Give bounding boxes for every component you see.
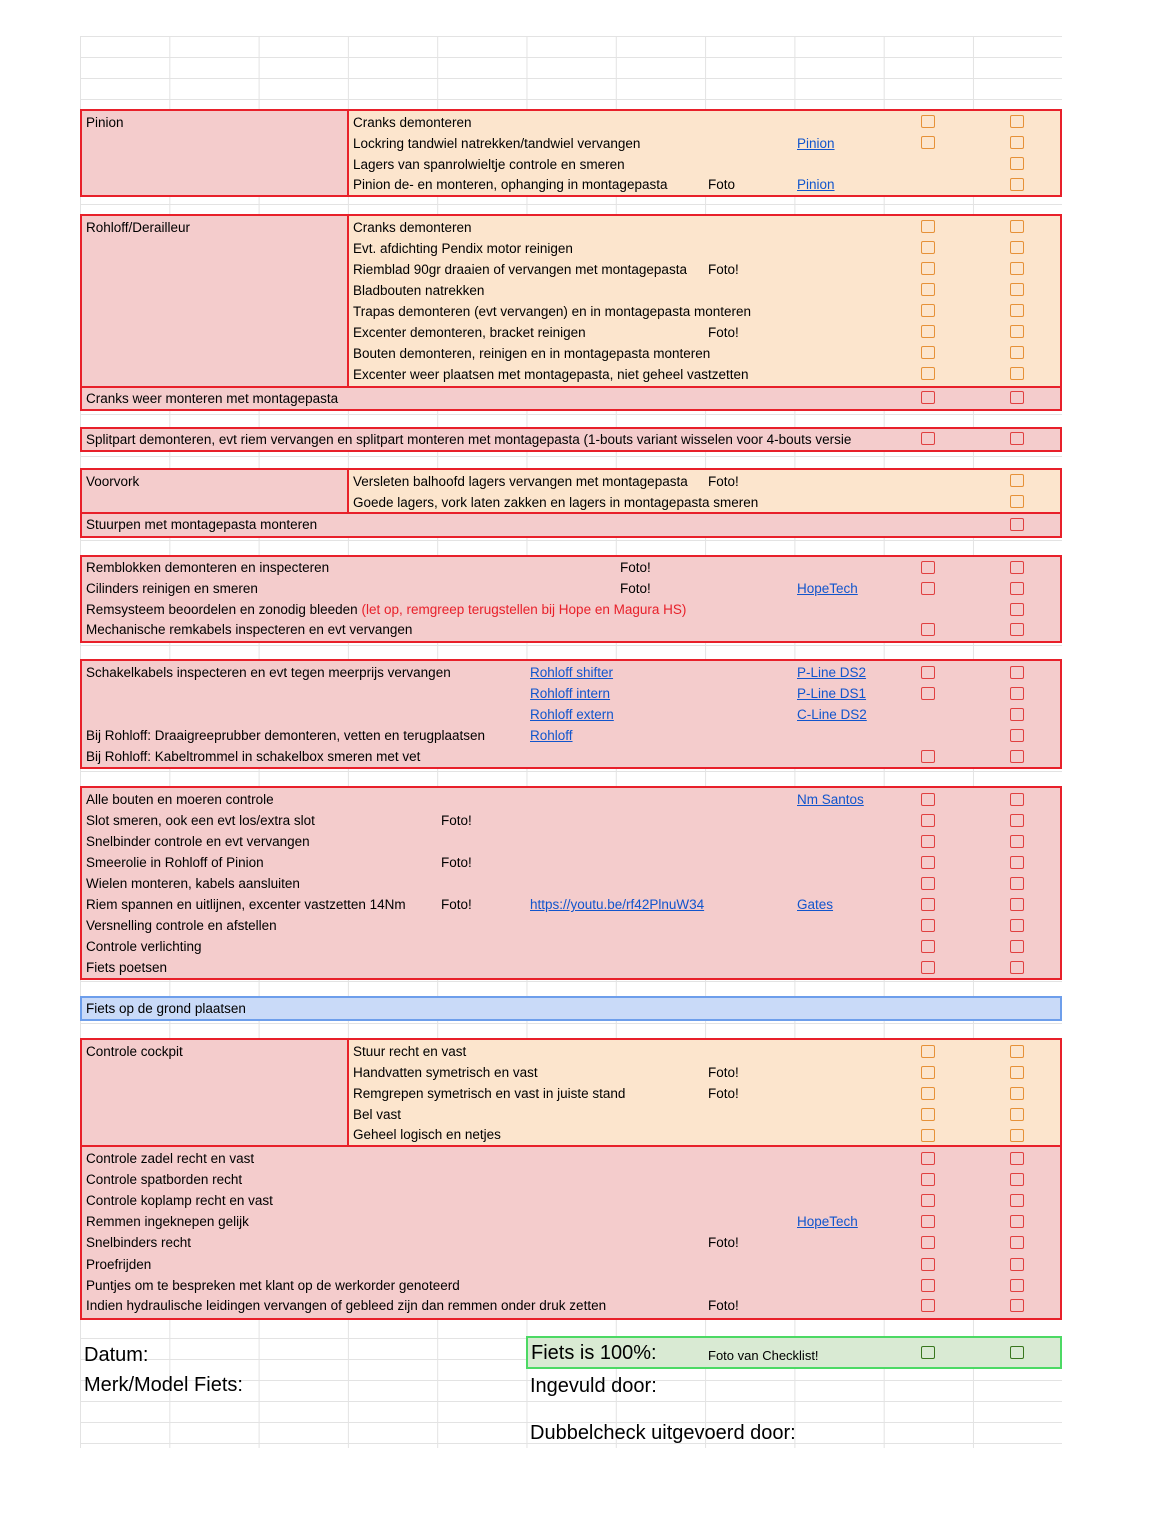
voorvork-foto: Foto! <box>708 474 739 489</box>
link-rohloff[interactable]: Rohloff <box>530 728 573 743</box>
checkbox[interactable] <box>1010 391 1024 404</box>
cockpit-item-2: Handvatten symetrisch en vast <box>353 1065 538 1080</box>
checkbox[interactable] <box>921 750 935 763</box>
cockpit-item-4: Bel vast <box>353 1107 402 1122</box>
datum-label: Datum: <box>84 1344 149 1366</box>
checkbox[interactable] <box>921 582 935 595</box>
checkbox[interactable] <box>921 1066 935 1079</box>
checkbox[interactable] <box>921 220 935 233</box>
checkbox[interactable] <box>921 687 935 700</box>
checkbox[interactable] <box>1010 325 1024 338</box>
link-rohloff-extern[interactable]: Rohloff extern <box>530 707 614 722</box>
remmen-foto-2: Foto! <box>620 581 651 596</box>
link-youtube[interactable]: https://youtu.be/rf42PlnuW34 <box>530 897 705 912</box>
checkbox[interactable] <box>1010 262 1024 275</box>
algemeen-foto-slot: Foto! <box>441 813 472 828</box>
checkbox[interactable] <box>921 623 935 636</box>
algemeen-item-2: Slot smeren, ook een evt los/extra slot <box>86 813 315 828</box>
checkbox[interactable] <box>1010 283 1024 296</box>
checkbox[interactable] <box>1010 1215 1024 1228</box>
algemeen-item-3: Snelbinder controle en evt vervangen <box>86 834 310 849</box>
checkbox[interactable] <box>921 432 935 445</box>
algemeen-foto-smeerolie: Foto! <box>441 855 472 870</box>
algemeen-item-1: Alle bouten en moeren controle <box>86 792 274 807</box>
checkbox[interactable] <box>921 262 935 275</box>
checkbox[interactable] <box>1010 940 1024 953</box>
checkbox[interactable] <box>921 325 935 338</box>
checkbox[interactable] <box>1010 474 1024 487</box>
checkbox[interactable] <box>1010 1045 1024 1058</box>
voorvork-item-2: Goede lagers, vork laten zakken en lagers in montagepasta smeren <box>353 495 759 510</box>
checkbox[interactable] <box>1010 432 1024 445</box>
checkbox[interactable] <box>1010 708 1024 721</box>
checkbox[interactable] <box>1010 856 1024 869</box>
checkbox[interactable] <box>921 1236 935 1249</box>
checkbox[interactable] <box>921 1194 935 1207</box>
checkbox[interactable] <box>921 367 935 380</box>
checkbox[interactable] <box>1010 750 1024 763</box>
rohloff-item-2: Evt. afdichting Pendix motor reinigen <box>353 241 573 256</box>
checkbox[interactable] <box>1010 561 1024 574</box>
checkbox[interactable] <box>1010 793 1024 806</box>
controle-item-6: Proefrijden <box>86 1257 152 1272</box>
checkbox[interactable] <box>921 136 935 149</box>
checkbox[interactable] <box>921 877 935 890</box>
cockpit-item-3: Remgrepen symetrisch en vast in juiste stand <box>353 1086 626 1101</box>
link-c-line-ds2[interactable]: C-Line DS2 <box>797 707 867 722</box>
algemeen-item-7: Versnelling controle en afstellen <box>86 918 277 933</box>
checkbox[interactable] <box>1010 1346 1024 1359</box>
checkbox[interactable] <box>1010 1236 1024 1249</box>
remmen-note: (let op, remgreep terugstellen bij Hope en Magura HS) <box>361 602 687 617</box>
link-rohloff-shifter[interactable]: Rohloff shifter <box>530 665 614 680</box>
checkbox[interactable] <box>921 814 935 827</box>
checkbox[interactable] <box>921 898 935 911</box>
checkbox[interactable] <box>1010 495 1024 508</box>
checkbox[interactable] <box>1010 623 1024 636</box>
checkbox[interactable] <box>921 1299 935 1312</box>
rohloff-foto-excenter: Foto! <box>708 325 739 340</box>
voorvork-item-1: Versleten balhoofd lagers vervangen met montagepasta <box>353 474 688 489</box>
pinion-link-2[interactable]: Pinion <box>797 177 835 192</box>
checkbox[interactable] <box>1010 346 1024 359</box>
checkbox[interactable] <box>921 391 935 404</box>
checkbox[interactable] <box>1010 1194 1024 1207</box>
checkbox[interactable] <box>921 346 935 359</box>
controle-item-1: Controle zadel recht en vast <box>86 1151 255 1166</box>
link-nm-santos[interactable]: Nm Santos <box>797 792 864 807</box>
checkbox[interactable] <box>1010 220 1024 233</box>
checkbox[interactable] <box>1010 877 1024 890</box>
link-gates[interactable]: Gates <box>797 897 834 912</box>
remmen-foto-1: Foto! <box>620 560 651 575</box>
rohloff-item-5: Trapas demonteren (evt vervangen) en in montagepasta monteren <box>353 304 751 319</box>
foto-checklist-label: Foto van Checklist! <box>708 1348 819 1363</box>
remmen-item-3 <box>86 602 686 618</box>
rohloff-item-1: Cranks demonteren <box>353 220 472 235</box>
checkbox[interactable] <box>921 1215 935 1228</box>
algemeen-item-6: Riem spannen en uitlijnen, excenter vastzetten 14Nm <box>86 897 406 912</box>
remmen-item-1: Remblokken demonteren en inspecteren <box>86 560 330 575</box>
rohloff-foto-riemblad: Foto! <box>708 262 739 277</box>
checkbox[interactable] <box>1010 115 1024 128</box>
remmen-item-4: Mechanische remkabels inspecteren en evt vervangen <box>86 622 413 637</box>
algemeen-item-8: Controle verlichting <box>86 939 202 954</box>
rohloff-label: Rohloff/Derailleur <box>86 220 191 235</box>
checkbox[interactable] <box>921 1152 935 1165</box>
link-p-line-ds2[interactable]: P-Line DS2 <box>797 665 867 680</box>
checkbox[interactable] <box>921 241 935 254</box>
splitpart-label: Splitpart demonteren, evt riem vervangen en splitpart monteren met montagepasta (1-bouts variant wisselen voor 4-bouts versie <box>86 432 852 447</box>
algemeen-item-4: Smeerolie in Rohloff of Pinion <box>86 855 264 870</box>
grond-label: Fiets op de grond plaatsen <box>86 1001 246 1016</box>
checkbox[interactable] <box>921 961 935 974</box>
controle-link-hopetech[interactable]: HopeTech <box>797 1214 858 1229</box>
remmen-item-2: Cilinders reinigen en smeren <box>86 581 258 596</box>
controle-item-5: Snelbinders recht <box>86 1235 192 1250</box>
checkbox[interactable] <box>921 1108 935 1121</box>
checkbox[interactable] <box>921 1279 935 1292</box>
checkbox[interactable] <box>1010 367 1024 380</box>
checkbox[interactable] <box>921 666 935 679</box>
remmen-link-hopetech[interactable]: HopeTech <box>797 581 858 596</box>
pinion-link-1[interactable]: Pinion <box>797 136 835 151</box>
checkbox[interactable] <box>1010 582 1024 595</box>
checkbox[interactable] <box>921 1045 935 1058</box>
pinion-item-2: Lockring tandwiel natrekken/tandwiel vervangen <box>353 136 641 151</box>
controle-foto-hydraulisch: Foto! <box>708 1298 739 1313</box>
checkbox[interactable] <box>1010 1299 1024 1312</box>
checkbox[interactable] <box>1010 304 1024 317</box>
controle-item-2: Controle spatborden recht <box>86 1172 243 1187</box>
cockpit-item-5: Geheel logisch en netjes <box>353 1127 501 1142</box>
cockpit-foto-2: Foto! <box>708 1086 739 1101</box>
checkbox[interactable] <box>921 1087 935 1100</box>
schakel-item-3: Bij Rohloff: Kabeltrommel in schakelbox smeren met vet <box>86 749 421 764</box>
pinion-item-4: Pinion de- en monteren, ophanging in montagepasta <box>353 177 668 192</box>
checkbox[interactable] <box>1010 1129 1024 1142</box>
pinion-item-3: Lagers van spanrolwieltje controle en smeren <box>353 157 625 172</box>
checkbox[interactable] <box>921 115 935 128</box>
cockpit-foto-1: Foto! <box>708 1065 739 1080</box>
cranks-weer-label: Cranks weer monteren met montagepasta <box>86 391 339 406</box>
voorvork-label: Voorvork <box>86 474 140 489</box>
checkbox[interactable] <box>1010 898 1024 911</box>
checkbox[interactable] <box>1010 1279 1024 1292</box>
controle-foto-snelbinders: Foto! <box>708 1235 739 1250</box>
checkbox[interactable] <box>1010 136 1024 149</box>
pinion-foto: Foto <box>708 177 736 192</box>
checkbox[interactable] <box>921 940 935 953</box>
remmen-item-3-text: Remsysteem beoordelen en zonodig bleeden <box>86 602 358 617</box>
checkbox[interactable] <box>921 1129 935 1142</box>
rohloff-item-4: Bladbouten natrekken <box>353 283 485 298</box>
checkbox[interactable] <box>921 304 935 317</box>
dubbelcheck-label: Dubbelcheck uitgevoerd door: <box>530 1422 796 1444</box>
checkbox[interactable] <box>1010 1258 1024 1271</box>
cockpit-label: Controle cockpit <box>86 1044 183 1059</box>
controle-item-3: Controle koplamp recht en vast <box>86 1193 273 1208</box>
schakel-item-1: Schakelkabels inspecteren en evt tegen meerprijs vervangen <box>86 665 451 680</box>
checkbox[interactable] <box>921 835 935 848</box>
link-rohloff-intern[interactable]: Rohloff intern <box>530 686 611 701</box>
checkbox[interactable] <box>1010 157 1024 170</box>
checkbox[interactable] <box>921 1258 935 1271</box>
algemeen-item-9: Fiets poetsen <box>86 960 168 975</box>
checkbox[interactable] <box>1010 603 1024 616</box>
merk-model-label: Merk/Model Fiets: <box>84 1374 243 1396</box>
checkbox[interactable] <box>1010 1087 1024 1100</box>
fiets-100-label: Fiets is 100%: <box>531 1342 657 1364</box>
checkbox[interactable] <box>1010 666 1024 679</box>
checkbox[interactable] <box>921 856 935 869</box>
stuurpen-label: Stuurpen met montagepasta monteren <box>86 517 318 532</box>
checkbox[interactable] <box>1010 1066 1024 1079</box>
checkbox[interactable] <box>1010 687 1024 700</box>
rohloff-item-6: Excenter demonteren, bracket reinigen <box>353 325 586 340</box>
checkbox[interactable] <box>921 1346 935 1359</box>
cockpit-item-1: Stuur recht en vast <box>353 1044 467 1059</box>
checkbox[interactable] <box>1010 961 1024 974</box>
checkbox[interactable] <box>1010 178 1024 191</box>
controle-item-7: Puntjes om te bespreken met klant op de werkorder genoteerd <box>86 1278 460 1293</box>
pinion-item-1: Cranks demonteren <box>353 115 472 130</box>
rohloff-item-8: Excenter weer plaatsen met montagepasta, niet geheel vastzetten <box>353 367 749 382</box>
algemeen-foto-riem: Foto! <box>441 897 472 912</box>
checkbox[interactable] <box>1010 1152 1024 1165</box>
schakel-item-2: Bij Rohloff: Draaigreeprubber demonteren, vetten en terugplaatsen <box>86 728 486 743</box>
checkbox[interactable] <box>1010 919 1024 932</box>
link-p-line-ds1[interactable]: P-Line DS1 <box>797 686 867 701</box>
checkbox[interactable] <box>921 793 935 806</box>
controle-item-8: Indien hydraulische leidingen vervangen of gebleed zijn dan remmen onder druk zetten <box>86 1298 607 1313</box>
checkbox[interactable] <box>921 1173 935 1186</box>
checkbox[interactable] <box>1010 241 1024 254</box>
ingevuld-label: Ingevuld door: <box>530 1375 657 1397</box>
checkbox[interactable] <box>1010 1173 1024 1186</box>
algemeen-item-5: Wielen monteren, kabels aansluiten <box>86 876 300 891</box>
checkbox[interactable] <box>1010 835 1024 848</box>
checkbox[interactable] <box>921 561 935 574</box>
controle-item-4: Remmen ingeknepen gelijk <box>86 1214 249 1229</box>
checkbox[interactable] <box>1010 1108 1024 1121</box>
checkbox[interactable] <box>1010 518 1024 531</box>
pinion-label: Pinion <box>86 115 124 130</box>
rohloff-item-3: Riemblad 90gr draaien of vervangen met montagepasta <box>353 262 687 277</box>
checkbox[interactable] <box>1010 729 1024 742</box>
checkbox[interactable] <box>921 919 935 932</box>
checkbox[interactable] <box>1010 814 1024 827</box>
checkbox[interactable] <box>921 283 935 296</box>
rohloff-item-7: Bouten demonteren, reinigen en in montagepasta monteren <box>353 346 711 361</box>
